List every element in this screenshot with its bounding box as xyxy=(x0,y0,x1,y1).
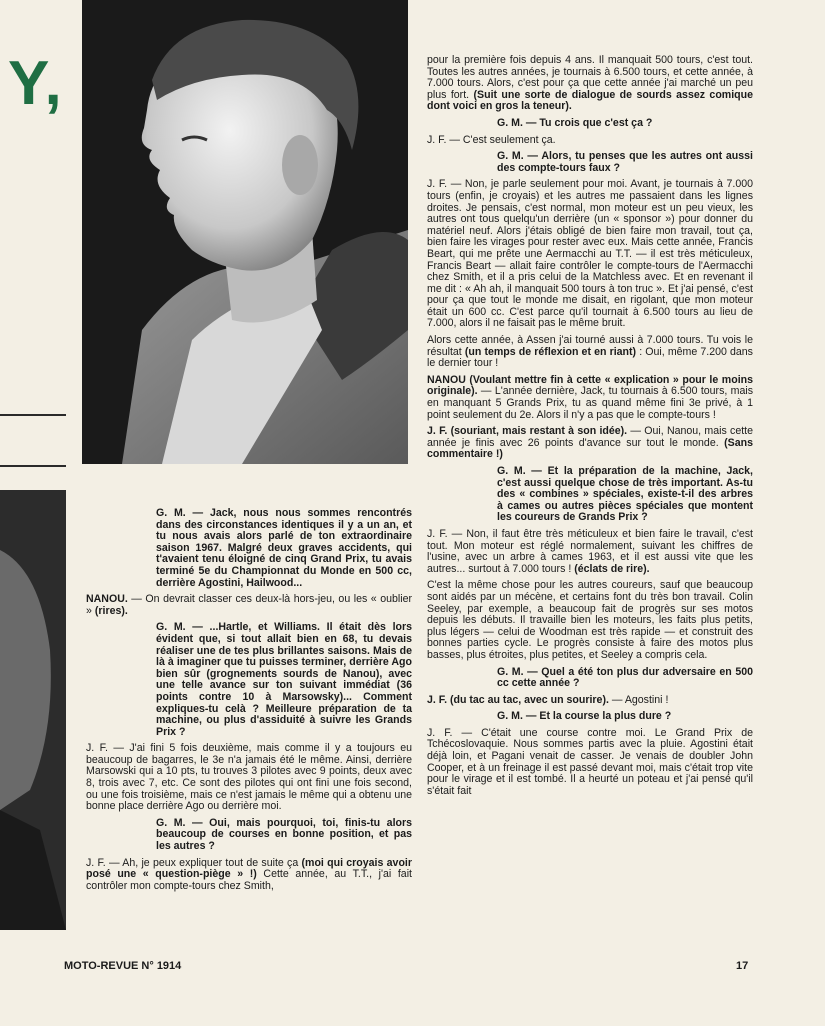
footer-magazine-issue: MOTO-REVUE N° 1914 xyxy=(64,960,182,972)
answer: NANOU. — On devrait classer ces deux-là hors-jeu, ou les « oublier » (rires). xyxy=(86,593,412,617)
answer: J. F. — J'ai fini 5 fois deuxième, mais comme il y a toujours eu beaucoup de bagarres, le 3e n'a jamais été le même. Ainsi, derrière Marsowski qui a 10 pts, tu trouves 3 pilotes avec 9 points, deux avec 8, trois avec 7, etc. Ce sont des pilotes qui ont fini une fois second, ou une fois troisième, mais ce n'est jamais le même qui a obtenu une bonne place derrière Ago ou derrière moi. xyxy=(86,742,412,813)
answer: J. F. — C'était une course contre moi. Le Grand Prix de Tchécoslovaquie. Nous sommes partis avec la pluie. Agostini était déjà loin, et Pagani venait de casser. Je venais de doubler John Cooper, et à un freinage il est passé devant moi, mais c'était trop vite pour le virage et il est tombé. Il a heurté un poteau et j'ai pensé qu'il s'était fait xyxy=(427,726,753,797)
answer: Alors cette année, à Assen j'ai tourné aussi à 7.000 tours. Tu vois le résultat (un temps de réflexion et en riant) : Oui, même 7.200 dans le dernier tour ! xyxy=(427,334,753,370)
question: G. M. — ...Hartle, et Williams. Il était dès lors évident que, si tout allait bien en 68, tu devais réaliser une de tes plus brillantes saisons. Mais de là à imaginer que tu puisses terminer, derrière Ago bien sûr (grognements sourds de Nanou), avec une telle avance sur ton suivant immédiat (36 points contre 10 à Marsowsky)... Comment expliques-tu celà ? Meilleure préparation de ta machine, ou plus d'assiduité à suivre les Grands Prix ? xyxy=(156,621,412,738)
divider-line xyxy=(0,465,66,467)
secondary-photo xyxy=(0,490,66,930)
paragraph: pour la première fois depuis 4 ans. Il manquait 500 tours, c'est tout. Toutes les autres années, je tournais à 6.500 tours, et cette année, à 7.000 tours. Alors, c'est pour ça que cette année j'ai marché un peu plus fort. (Suit une sorte de dialogue de sourds assez comique dont voici en gros la teneur). xyxy=(427,54,753,113)
answer: J. F. — Non, je parle seulement pour moi. Avant, je tournais à 7.000 tours (enfin, je croyais) et les autres me passaient dans les lignes droites. Je pensais, c'est normal, mon moteur est un peu vieux, les autres ont tous quelqu'un derrière (un « sponsor ») pour donner du matériel neuf. Alors j'étais obligé de bien faire mon travail, tout ça, bien faire les virages pour rester avec eux. Mais cette année, Francis Beart, qui me prête une Aermacchi au T.T. — il est très méticuleux, Francis Beart — allait faire contrôler le compte-tours de l'Aermacchi chez Smith, et il a pris celui de la Matchless avec. Et en revenant il me dit : « Ah ah, il manquait 500 tours à ton truc ». Et j'ai pensé, c'est pour ça que tout le monde me disait, en rigolant, que mon moteur était un 600 cc. C'est parce qu'il tournait à 6.500 tours au lieu de 7.000, alors il ne faisait pas le même bruit. xyxy=(427,178,753,330)
right-column xyxy=(427,55,753,802)
answer: NANOU (Voulant mettre fin à cette « explication » pour le moins originale). — L'année dernière, Jack, tu tournais à 6.500 tours, mais en manquant 5 Grands Prix, tu as quand même fini 3e privé, à 1 point seulement du 2e. Alors il n'y a pas que le compte-tours ! xyxy=(427,373,753,421)
portrait-photo xyxy=(82,0,408,464)
question: G. M. — Jack, nous nous sommes rencontrés dans des circonstances identiques il y a un an, et tu nous avais alors parlé de ton extraordinaire saison 1967. Malgré deux graves accidents, qui t'avaient tenu éloigné de cinq Grand Prix, tu avais terminé 5e du Championnat du Monde en 500 cc, derrière Agostini, Hailwood... xyxy=(156,507,412,589)
answer: J. F. — Ah, je peux expliquer tout de suite ça (moi qui croyais avoir posé une « question-piège » !) Cette année, au T.T., j'ai fait contrôler mon compte-tours chez Smith, xyxy=(86,856,412,892)
question: G. M. — Tu crois que c'est ça ? xyxy=(497,116,653,129)
answer: J. F. (du tac au tac, avec un sourire). — Agostini ! xyxy=(427,693,669,706)
question: G. M. — Oui, mais pourquoi, toi, finis-tu alors beaucoup de courses en bonne position, et pas les autres ? xyxy=(156,816,412,853)
page-number: 17 xyxy=(736,960,749,972)
left-column xyxy=(86,508,412,897)
answer: J. F. — Non, il faut être très méticuleux et bien faire le travail, c'est tout. Mon moteur est réglé normalement, suivant les chiffres de l'usine, avec un arbre à cames 1963, et il est aussi vite que les autres... surtout à 7.000 tours ! (éclats de rire). xyxy=(427,527,753,575)
question: G. M. — Et la préparation de la machine, Jack, c'est aussi quelque chose de très important. As-tu des « combines » spéciales, existe-t-il des arbres à cames ou autres pièces spéciales que montent les coureurs de Grands Prix ? xyxy=(497,465,753,524)
headline-fragment: Y, xyxy=(8,49,64,118)
divider-line xyxy=(0,414,66,416)
question: G. M. — Quel a été ton plus dur adversaire en 500 cc cette année ? xyxy=(497,665,753,690)
question: G. M. — Et la course la plus dure ? xyxy=(497,710,672,723)
answer: C'est la même chose pour les autres coureurs, sauf que beaucoup sont aidés par un mécène, et certains font du très bon travail. Colin Seeley, par exemple, a beaucoup fait de progrès sur ses motos depuis les débuts. Il travaille bien les moteurs, les faits plus petits, plus légers — celui de Woodman est très rapide — et construit des bonnes parties cycle. Le progrès consiste à faire des motos plus basses, plus étroites, plus petites, et Seeley a compris cela. xyxy=(427,579,753,661)
question: G. M. — Alors, tu penses que les autres ont aussi des compte-tours faux ? xyxy=(497,150,753,174)
answer: J. F. — C'est seulement ça. xyxy=(427,133,556,146)
answer: J. F. (souriant, mais restant à son idée). — Oui, Nanou, mais cette année je finis avec 26 points d'avance sur tout le monde. (Sans commentaire !) xyxy=(427,425,754,461)
